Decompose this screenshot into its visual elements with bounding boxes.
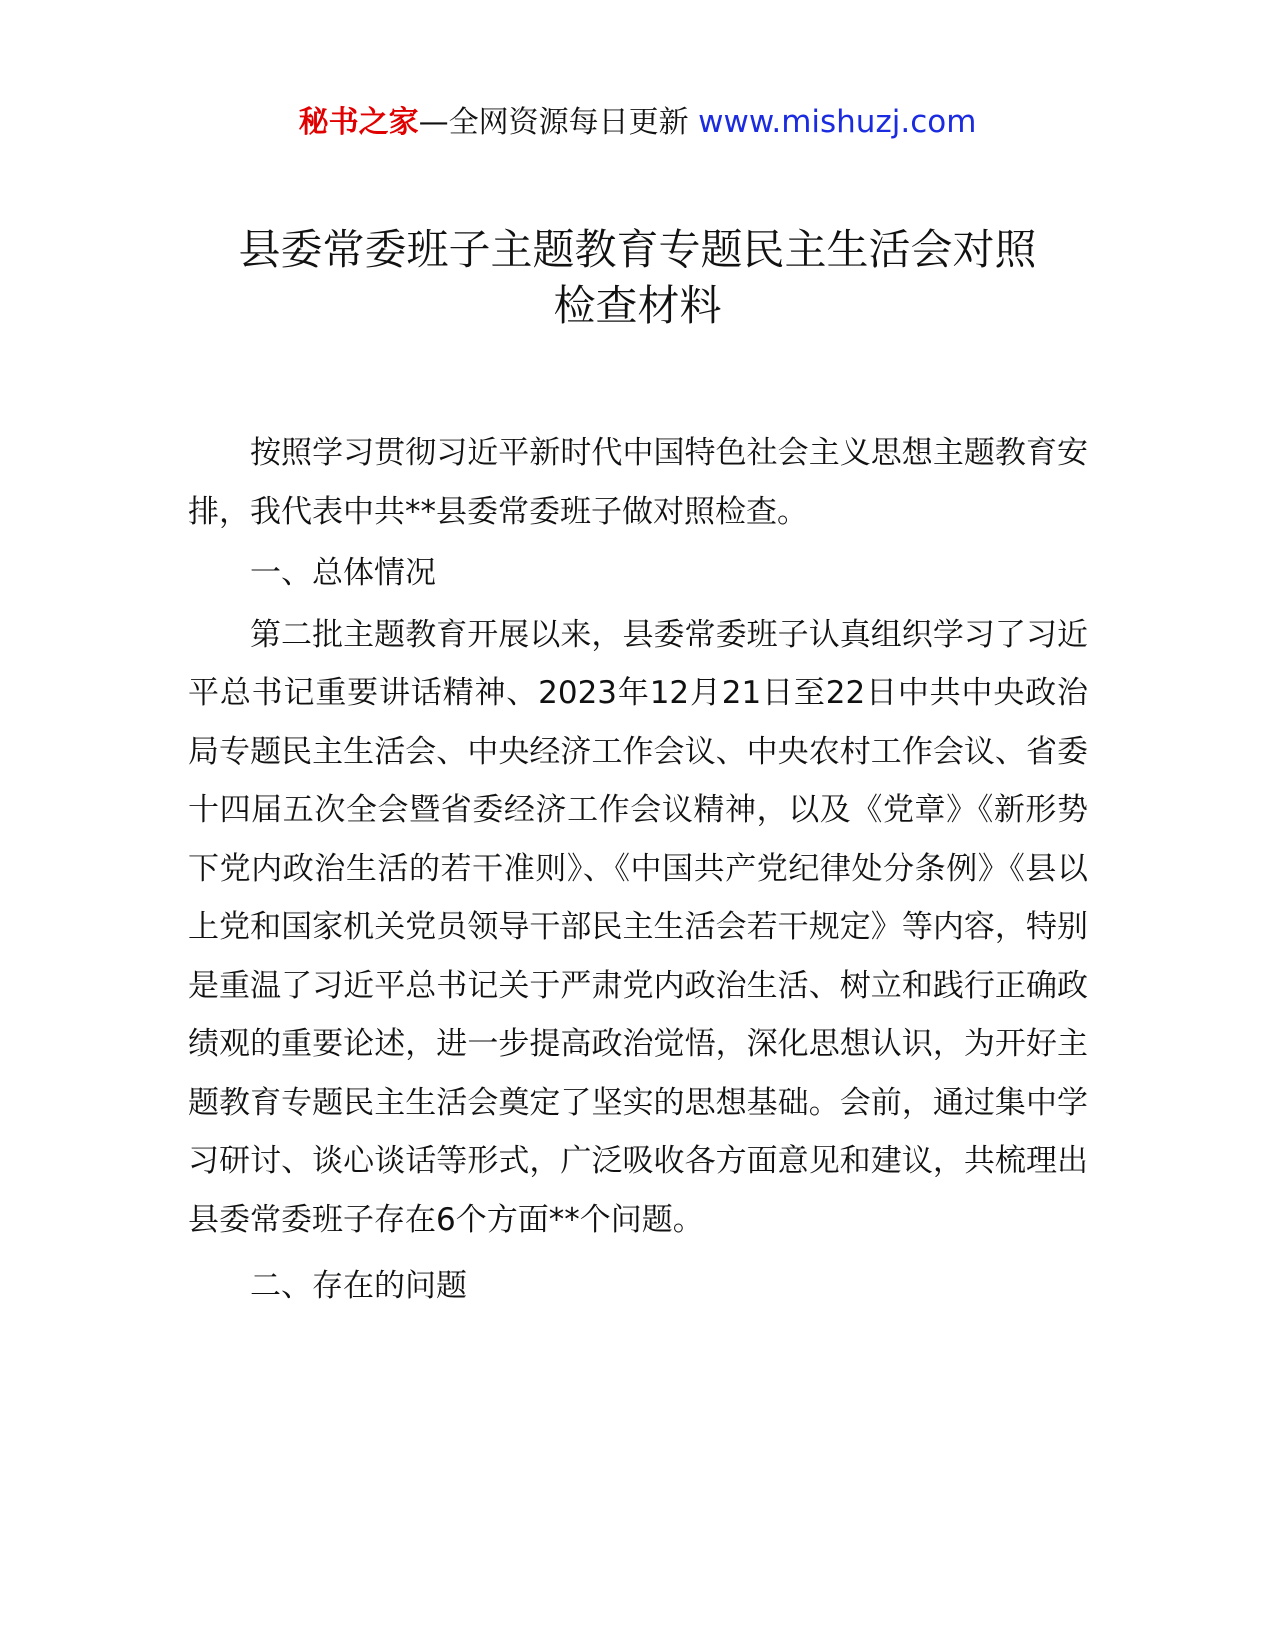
site-brand-name: 秘书之家 bbox=[298, 105, 419, 140]
section-heading-overview: 一、总体情况 bbox=[250, 555, 436, 591]
site-banner bbox=[0, 102, 1275, 143]
intro-paragraph: 按照学习贯彻习近平新时代中国特色社会主义思想主题教育安排，我代表中共**县委常委班子做对照检查。 bbox=[188, 435, 1088, 530]
site-url-link[interactable]: www.mishuzj.com bbox=[698, 104, 977, 140]
overview-paragraph: 第二批主题教育开展以来，县委常委班子认真组织学习了习近平总书记重要讲话精神、2023年12月21日至22日中共中央政治局专题民主生活会、中央经济工作会议、中央农村工作会议、省委十四届五次全会暨省委经济工作会议精神，以及《党章》《新形势下党内政治生活的若干准则》、《中国共产党纪律处分条例》《县以上党和国家机关党员领导干部民主生活会若干规定》等内容，特别是重温了习近平总书记关于严肃党内政治生活、树立和践行正确政绩观的重要论述，进一步提高政治觉悟，深化思想认识，为开好主题教育专题民主生活会奠定了坚实的思想基础。会前，通过集中学习研讨、谈心谈话等形式，广泛吸收各方面意见和建议，共梳理出县委常委班子存在6个方面**个问题。 bbox=[188, 616, 1088, 1238]
document-body bbox=[188, 424, 1088, 1319]
section-heading-problems: 二、存在的问题 bbox=[250, 1268, 467, 1304]
document-title-line-2: 检查材料 bbox=[553, 281, 722, 330]
document-title-line-1: 县委常委班子主题教育专题民主生活会对照 bbox=[238, 225, 1037, 274]
document-title bbox=[150, 222, 1125, 334]
site-tagline: —全网资源每日更新 bbox=[418, 105, 689, 140]
